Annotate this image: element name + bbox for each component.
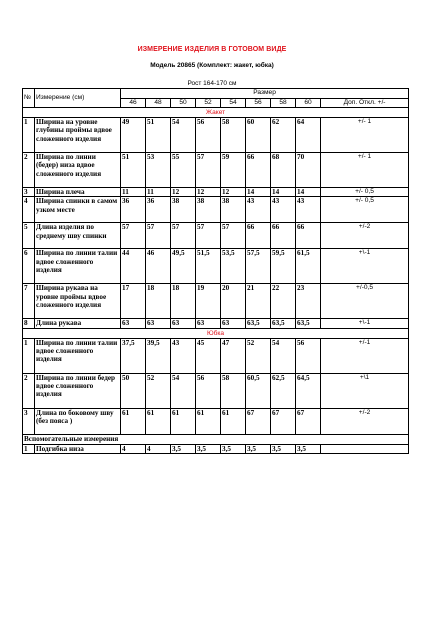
table-row — [23, 408, 409, 434]
size-value: 62 — [271, 118, 296, 153]
size-value: 63 — [196, 319, 221, 328]
size-value: 57 — [171, 223, 196, 249]
row-number: 1 — [23, 118, 35, 153]
col-no-header: № — [23, 89, 35, 108]
row-number: 8 — [23, 319, 35, 328]
size-value: 38 — [171, 197, 196, 223]
tolerance-value: +/-2 — [321, 223, 409, 249]
size-value: 23 — [296, 284, 321, 319]
size-value: 63 — [146, 319, 171, 328]
table-row — [23, 118, 409, 153]
size-value: 36 — [146, 197, 171, 223]
size-header: 48 — [146, 98, 171, 108]
measure-label: Ширина по линии талии вдвое сложенного изделия — [35, 338, 121, 373]
size-value: 4 — [146, 444, 171, 453]
size-value: 57 — [221, 223, 246, 249]
size-value: 64 — [296, 118, 321, 153]
size-header: 56 — [246, 98, 271, 108]
size-value: 63 — [171, 319, 196, 328]
table-row — [23, 338, 409, 373]
size-header: 60 — [296, 98, 321, 108]
size-value: 47 — [221, 338, 246, 373]
aux-title-row — [23, 434, 409, 444]
size-value: 38 — [221, 197, 246, 223]
size-value: 20 — [221, 284, 246, 319]
tolerance-value: +/- 0,5 — [321, 188, 409, 197]
row-number: 6 — [23, 249, 35, 284]
size-value: 62,5 — [271, 373, 296, 408]
size-value: 38 — [196, 197, 221, 223]
size-value: 12 — [196, 188, 221, 197]
size-value: 43 — [246, 197, 271, 223]
size-value: 51 — [146, 118, 171, 153]
table-row — [23, 284, 409, 319]
table-row — [23, 153, 409, 188]
size-value: 52 — [246, 338, 271, 373]
table-row — [23, 373, 409, 408]
size-value: 61 — [146, 408, 171, 434]
col-tolerance-header: Доп. Откл. +/- — [321, 98, 409, 108]
measure-label: Ширина по линии (бедер) низа вдвое сложенного изделия — [35, 153, 121, 188]
size-value: 70 — [296, 153, 321, 188]
tolerance-value: +\-1 — [321, 319, 409, 328]
size-value: 58 — [221, 373, 246, 408]
size-value: 3,5 — [171, 444, 196, 453]
tolerance-value: +/-1 — [321, 338, 409, 373]
size-value: 53,5 — [221, 249, 246, 284]
size-value: 18 — [171, 284, 196, 319]
size-value: 67 — [246, 408, 271, 434]
size-value: 54 — [271, 338, 296, 373]
aux-title: Вспомогательные измерения — [23, 434, 409, 444]
size-value: 46 — [146, 249, 171, 284]
size-value: 63 — [221, 319, 246, 328]
row-number: 2 — [23, 153, 35, 188]
table-row — [23, 197, 409, 223]
height-range: Рост 164-170 см — [187, 80, 237, 87]
measure-label: Ширина спинки в самом узком месте — [35, 197, 121, 223]
size-value: 63,5 — [271, 319, 296, 328]
row-number: 3 — [23, 188, 35, 197]
size-value: 51 — [121, 153, 146, 188]
section-row — [23, 328, 409, 338]
size-value: 54 — [171, 118, 196, 153]
size-value: 19 — [196, 284, 221, 319]
size-value: 60,5 — [246, 373, 271, 408]
measure-label: Длина по боковому шву (без пояса ) — [35, 408, 121, 434]
size-value: 21 — [246, 284, 271, 319]
size-value: 37,5 — [121, 338, 146, 373]
tolerance-value: +\1 — [321, 373, 409, 408]
measurement-table — [22, 88, 409, 454]
size-value: 58 — [221, 118, 246, 153]
size-value: 12 — [221, 188, 246, 197]
size-value: 67 — [296, 408, 321, 434]
row-number: 2 — [23, 373, 35, 408]
document-title: ИЗМЕРЕНИЕ ИЗДЕЛИЯ В ГОТОВОМ ВИДЕ — [137, 46, 287, 53]
size-header: 50 — [171, 98, 196, 108]
section-title: Жакет — [23, 108, 409, 118]
size-value: 39,5 — [146, 338, 171, 373]
measure-label: Ширина по линии бедер вдвое сложенного изделия — [35, 373, 121, 408]
size-header: 54 — [221, 98, 246, 108]
size-value: 50 — [121, 373, 146, 408]
tolerance-value: +\-1 — [321, 249, 409, 284]
size-value: 66 — [296, 223, 321, 249]
measure-label: Длина изделия по среднему шву спинки — [35, 223, 121, 249]
size-value: 17 — [121, 284, 146, 319]
table-row — [23, 188, 409, 197]
row-number: 4 — [23, 197, 35, 223]
size-value: 55 — [171, 153, 196, 188]
col-size-header: Размер — [121, 89, 409, 99]
size-header: 52 — [196, 98, 221, 108]
tolerance-value: +/- 0,5 — [321, 197, 409, 223]
section-title: Юбка — [23, 328, 409, 338]
size-value: 61 — [221, 408, 246, 434]
measure-label: Подгибка низа — [35, 444, 121, 453]
size-value: 14 — [271, 188, 296, 197]
measure-label: Ширина по линии талии вдвое сложенного изделия — [35, 249, 121, 284]
size-value: 61 — [121, 408, 146, 434]
size-value: 3,5 — [246, 444, 271, 453]
size-header: 58 — [271, 98, 296, 108]
measure-label: Ширина плеча — [35, 188, 121, 197]
size-value: 66 — [246, 153, 271, 188]
header-row — [23, 89, 409, 99]
size-value: 60 — [246, 118, 271, 153]
size-value: 3,5 — [296, 444, 321, 453]
size-value: 53 — [146, 153, 171, 188]
table-row — [23, 319, 409, 328]
measure-label: Ширина на уровне глубины проймы вдвое сложенного изделия — [35, 118, 121, 153]
tolerance-value: +/- 1 — [321, 153, 409, 188]
size-value: 14 — [296, 188, 321, 197]
size-value: 57 — [196, 153, 221, 188]
tolerance-value — [321, 444, 409, 453]
size-value: 4 — [121, 444, 146, 453]
size-value: 56 — [196, 118, 221, 153]
size-value: 3,5 — [271, 444, 296, 453]
size-value: 54 — [171, 373, 196, 408]
size-value: 59 — [221, 153, 246, 188]
row-number: 1 — [23, 444, 35, 453]
size-value: 59,5 — [271, 249, 296, 284]
size-value: 68 — [271, 153, 296, 188]
size-value: 3,5 — [221, 444, 246, 453]
row-number: 3 — [23, 408, 35, 434]
size-value: 44 — [121, 249, 146, 284]
table-row — [23, 223, 409, 249]
size-value: 43 — [296, 197, 321, 223]
size-value: 11 — [146, 188, 171, 197]
size-value: 22 — [271, 284, 296, 319]
size-value: 63,5 — [246, 319, 271, 328]
row-number: 7 — [23, 284, 35, 319]
measure-label: Ширина рукава на уровне проймы вдвое сложенного изделия — [35, 284, 121, 319]
tolerance-value: +/-0,5 — [321, 284, 409, 319]
size-value: 14 — [246, 188, 271, 197]
size-value: 56 — [296, 338, 321, 373]
size-value: 57 — [121, 223, 146, 249]
tolerance-value: +/-2 — [321, 408, 409, 434]
model-subtitle: Модель 20865 (Комплект: жакет, юбка) — [150, 62, 274, 69]
size-value: 36 — [121, 197, 146, 223]
size-value: 61 — [171, 408, 196, 434]
size-value: 64,5 — [296, 373, 321, 408]
size-value: 51,5 — [196, 249, 221, 284]
row-number: 5 — [23, 223, 35, 249]
size-value: 66 — [246, 223, 271, 249]
size-value: 12 — [171, 188, 196, 197]
size-value: 43 — [271, 197, 296, 223]
size-value: 49 — [121, 118, 146, 153]
size-value: 49,5 — [171, 249, 196, 284]
size-value: 57 — [146, 223, 171, 249]
col-measure-header: Измерение (см) — [35, 89, 121, 108]
size-value: 63 — [121, 319, 146, 328]
size-value: 66 — [271, 223, 296, 249]
size-value: 57,5 — [246, 249, 271, 284]
size-header: 46 — [121, 98, 146, 108]
size-value: 63,5 — [296, 319, 321, 328]
size-value: 18 — [146, 284, 171, 319]
size-value: 11 — [121, 188, 146, 197]
size-value: 56 — [196, 373, 221, 408]
tolerance-value: +/- 1 — [321, 118, 409, 153]
size-value: 57 — [196, 223, 221, 249]
row-number: 1 — [23, 338, 35, 373]
size-value: 61 — [196, 408, 221, 434]
section-row — [23, 108, 409, 118]
size-value: 3,5 — [196, 444, 221, 453]
measure-label: Длина рукава — [35, 319, 121, 328]
size-value: 45 — [196, 338, 221, 373]
size-value: 67 — [271, 408, 296, 434]
table-row — [23, 444, 409, 453]
size-value: 43 — [171, 338, 196, 373]
table-row — [23, 249, 409, 284]
size-value: 52 — [146, 373, 171, 408]
size-value: 61,5 — [296, 249, 321, 284]
